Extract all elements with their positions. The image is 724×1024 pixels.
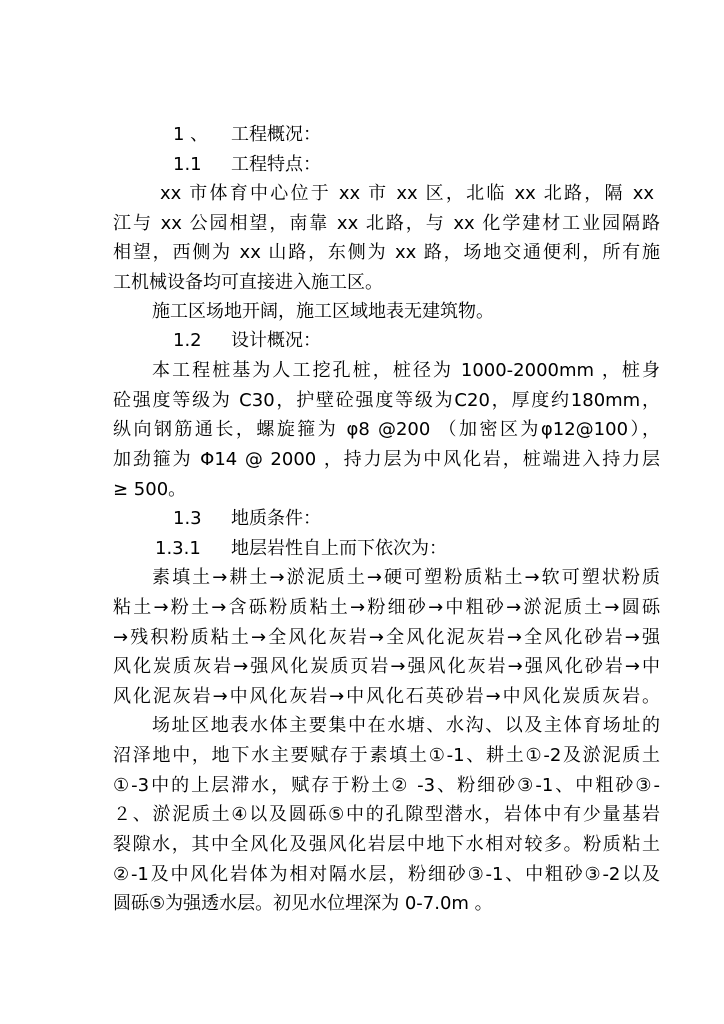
paragraph-line: ≥ 500。 <box>113 479 187 500</box>
heading-section-1-3 <box>173 506 321 532</box>
heading-section-1-2 <box>173 328 321 354</box>
paragraph-line: 圆砾⑤为强透水层。初见水位埋深为 0-7.0m 。 <box>113 893 493 914</box>
paragraph-line: 加劲箍为 Φ14 @ 2000 ，持力层为中风化岩，桩端进入持力层 <box>113 449 660 470</box>
section-number: 1.3 <box>173 508 202 529</box>
paragraph-line: 砼强度等级为 C30，护壁砼强度等级为C20，厚度约180mm， <box>113 390 660 411</box>
paragraph-line: 风化泥灰岩→中风化灰岩→中风化石英砂岩→中风化炭质灰岩。 <box>113 686 660 707</box>
paragraph-line: 素填土→耕土→淤泥质土→硬可塑粉质粘土→软可塑状粉质 <box>152 567 660 588</box>
paragraph-line: 相望，西侧为 xx 山路，东侧为 xx 路，场地交通便利，所有施 <box>113 242 660 263</box>
paragraph-line: 纵向钢筋通长，螺旋箍为 φ8 @200 （加密区为φ12@100）， <box>113 419 660 440</box>
heading-section-1-3-1 <box>155 536 447 562</box>
section-number: 1.2 <box>173 330 202 351</box>
section-title: 设计概况： <box>231 330 321 351</box>
paragraph-line: 施工区场地开阔，施工区域地表无建筑物。 <box>152 301 494 322</box>
paragraph-line: 江与 xx 公园相望，南靠 xx 北路，与 xx 化学建材工业园隔路 <box>113 213 660 234</box>
section-title: 地层岩性自上而下依次为： <box>231 538 447 559</box>
paragraph-line: 粘土→粉土→含砾粉质粘土→粉细砂→中粗砂→淤泥质土→圆砾 <box>113 597 660 618</box>
paragraph-line: ②-1及中风化岩体为相对隔水层，粉细砂③-1、中粗砂③-2以及 <box>113 864 660 885</box>
paragraph-line: xx 市体育中心位于 xx 市 xx 区，北临 xx 北路，隔 xx <box>160 183 654 204</box>
section-title: 工程概况： <box>231 124 321 145</box>
section-title: 地质条件： <box>231 508 321 529</box>
paragraph-line: 裂隙水，其中全风化及强风化岩层中地下水相对较多。粉质粘土 <box>113 834 660 855</box>
section-number: 1 、 <box>173 124 209 145</box>
section-title: 工程特点： <box>231 154 321 175</box>
heading-section-1 <box>173 122 321 148</box>
paragraph-line: ２、淤泥质土④以及圆砾⑤中的孔隙型潜水，岩体中有少量基岩 <box>113 804 660 825</box>
paragraph-line: 沼泽地中，地下水主要赋存于素填土①-1、耕土①-2及淤泥质土 <box>113 745 660 766</box>
paragraph-line: 场址区地表水体主要集中在水塘、水沟、以及主体育场址的 <box>152 715 660 736</box>
section-number: 1.1 <box>173 154 202 175</box>
paragraph-line: →残积粉质粘土→全风化灰岩→全风化泥灰岩→全风化砂岩→强 <box>113 627 660 648</box>
paragraph-line: 工机械设备均可直接进入施工区。 <box>113 272 383 293</box>
section-number: 1.3.1 <box>155 538 201 559</box>
heading-section-1-1 <box>173 152 321 178</box>
paragraph-line: ①-3中的上层滞水，赋存于粉土② -3、粉细砂③-1、中粗砂③- <box>113 775 660 796</box>
paragraph-line: 本工程桩基为人工挖孔桩，桩径为 1000-2000mm ，桩身 <box>152 360 660 381</box>
paragraph-line: 风化炭质灰岩→强风化炭质页岩→强风化灰岩→强风化砂岩→中 <box>113 656 660 677</box>
